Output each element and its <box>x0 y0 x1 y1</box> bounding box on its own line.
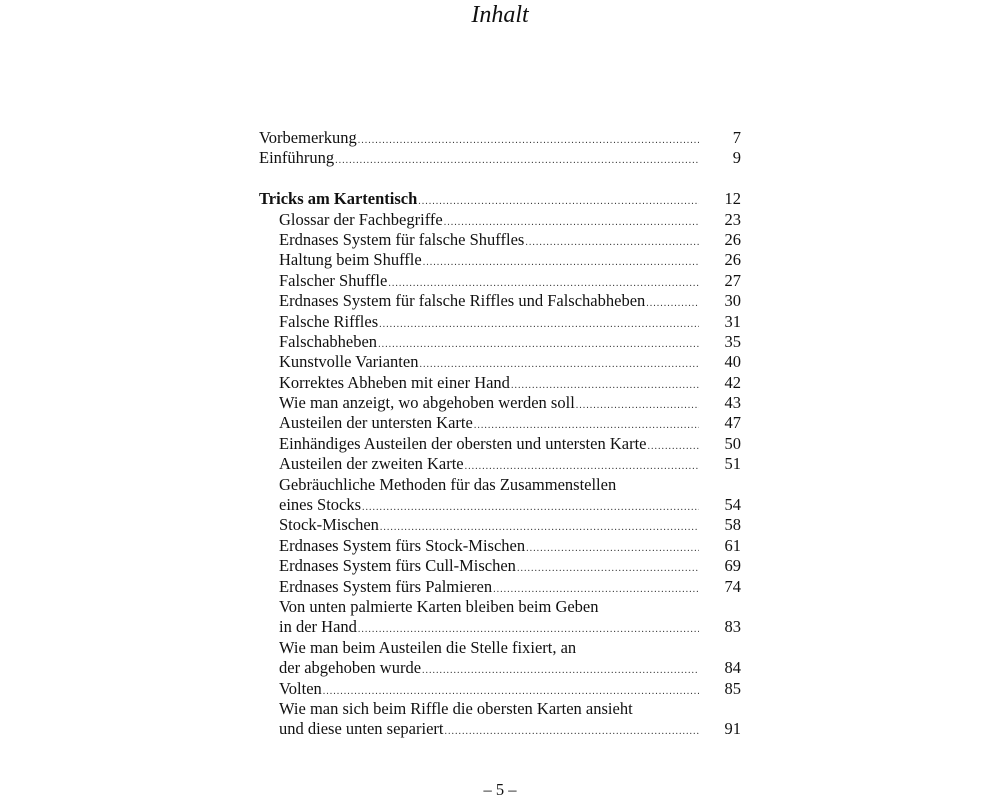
toc-entry-title: Volten <box>279 678 322 698</box>
toc-entry-title: Glossar der Fachbegriffe <box>279 209 443 229</box>
toc-entry-title: Kunstvolle Varianten <box>279 352 419 372</box>
toc-entry-title: Einführung <box>259 148 335 168</box>
toc-entry-title: der abgehoben wurde <box>279 658 422 678</box>
toc-entry-page: 69 <box>724 556 741 576</box>
toc-entry <box>259 515 741 535</box>
toc-entry-page: 58 <box>724 515 741 535</box>
dot-leader <box>362 498 699 518</box>
toc-entry <box>259 332 741 352</box>
toc-entry-page: 9 <box>732 148 741 168</box>
dot-leader <box>335 151 699 171</box>
toc-entry <box>259 413 741 433</box>
dot-leader <box>378 335 699 355</box>
toc-entry-page: 31 <box>724 311 741 331</box>
toc-entry-page: 40 <box>724 352 741 372</box>
toc-entry-title: Einhändiges Austeilen der obersten und untersten Karte <box>279 433 647 453</box>
toc-entry-first-line <box>259 638 741 658</box>
dot-leader <box>358 131 699 151</box>
toc-entry <box>259 393 741 413</box>
dot-leader <box>444 722 699 742</box>
toc-entry-title: Tricks am Kartentisch <box>259 189 418 209</box>
toc-entry-title: Falscher Shuffle <box>279 270 388 290</box>
toc-entry-page: 23 <box>724 209 741 229</box>
toc-entry-page: 43 <box>724 393 741 413</box>
toc-entry-title: Haltung beim Shuffle <box>279 250 422 270</box>
toc-entry <box>259 250 741 270</box>
table-of-contents <box>259 128 741 740</box>
toc-entry-title: Austeilen der zweiten Karte <box>279 454 464 474</box>
toc-entry-page: 7 <box>732 128 741 147</box>
toc-entry-title: Falsche Riffles <box>279 311 379 331</box>
dot-leader <box>576 396 699 416</box>
toc-entry-page: 42 <box>724 372 741 392</box>
toc-entry-title: Erdnases System für falsche Riffles und Falschabheben <box>279 291 646 311</box>
toc-entry-page: 12 <box>724 189 741 209</box>
toc-entry-page: 74 <box>724 576 741 596</box>
page-title: Inhalt <box>471 2 529 28</box>
toc-entry-page: 83 <box>724 617 741 637</box>
toc-entry-page: 27 <box>724 270 741 290</box>
dot-leader <box>646 294 699 314</box>
toc-entry-title: Falschabheben <box>279 331 378 351</box>
page-number: – 5 – <box>483 780 517 799</box>
toc-entry-title: Gebräuchliche Methoden für das Zusammenstellen <box>279 474 617 494</box>
toc-entry-page: 51 <box>724 454 741 474</box>
toc-entry-title: Erdnases System fürs Palmieren <box>279 576 493 596</box>
toc-entry-title: Wie man sich beim Riffle die obersten Karten ansieht <box>279 698 633 718</box>
toc-entry-page: 84 <box>724 658 741 678</box>
dot-leader <box>422 661 699 681</box>
toc-entry <box>259 230 741 250</box>
toc-entry-title: eines Stocks <box>279 495 362 515</box>
toc-entry-page: 61 <box>724 535 741 555</box>
dot-leader <box>423 253 699 273</box>
toc-entry <box>259 679 741 699</box>
toc-entry-title: Austeilen der untersten Karte <box>279 413 473 433</box>
toc-entry <box>259 312 741 332</box>
toc-entry-title: in der Hand <box>279 617 357 637</box>
dot-leader <box>525 233 699 253</box>
toc-section-heading <box>259 189 741 209</box>
toc-entry-page: 91 <box>724 719 741 739</box>
dot-leader <box>379 315 699 335</box>
toc-entry <box>259 536 741 556</box>
toc-entry-title: Wie man anzeigt, wo abgehoben werden soll <box>279 393 575 413</box>
toc-entry-title: Vorbemerkung <box>259 128 357 147</box>
toc-entry-first-line <box>259 597 741 617</box>
toc-entry <box>259 617 741 637</box>
dot-leader <box>526 539 699 559</box>
toc-entry-title: Stock-Mischen <box>279 515 379 535</box>
toc-entry-page: 85 <box>724 678 741 698</box>
toc-entry-first-line <box>259 475 741 495</box>
toc-entry-title: Von unten palmierte Karten bleiben beim Geben <box>279 596 599 616</box>
toc-entry-title: Erdnases System für falsche Shuffles <box>279 229 525 249</box>
toc-entry <box>259 128 741 148</box>
toc-entry <box>259 658 741 678</box>
toc-entry <box>259 352 741 372</box>
section-spacer <box>259 169 741 189</box>
toc-entry-page: 47 <box>724 413 741 433</box>
toc-entry <box>259 291 741 311</box>
toc-entry-first-line <box>259 699 741 719</box>
toc-entry-page: 50 <box>724 433 741 453</box>
dot-leader <box>517 559 699 579</box>
toc-entry <box>259 719 741 739</box>
toc-entry <box>259 454 741 474</box>
toc-entry-title: und diese unten separiert <box>279 719 444 739</box>
toc-entry <box>259 148 741 168</box>
toc-entry <box>259 373 741 393</box>
toc-entry-page: 30 <box>724 291 741 311</box>
toc-entry <box>259 210 741 230</box>
toc-entry-title: Korrektes Abheben mit einer Hand <box>279 372 510 392</box>
toc-entry <box>259 556 741 576</box>
toc-entry-title: Wie man beim Austeilen die Stelle fixiert, an <box>279 637 577 657</box>
toc-entry <box>259 434 741 454</box>
toc-entry <box>259 577 741 597</box>
toc-entry <box>259 495 741 515</box>
toc-entry-title: Erdnases System fürs Stock-Mischen <box>279 535 526 555</box>
toc-entry-title: Erdnases System fürs Cull-Mischen <box>279 556 516 576</box>
toc-entry-page: 26 <box>724 229 741 249</box>
toc-entry-page: 35 <box>724 331 741 351</box>
dot-leader <box>418 192 699 212</box>
toc-entry <box>259 271 741 291</box>
dot-leader <box>647 437 699 457</box>
toc-entry-page: 54 <box>724 495 741 515</box>
toc-entry-page: 26 <box>724 250 741 270</box>
